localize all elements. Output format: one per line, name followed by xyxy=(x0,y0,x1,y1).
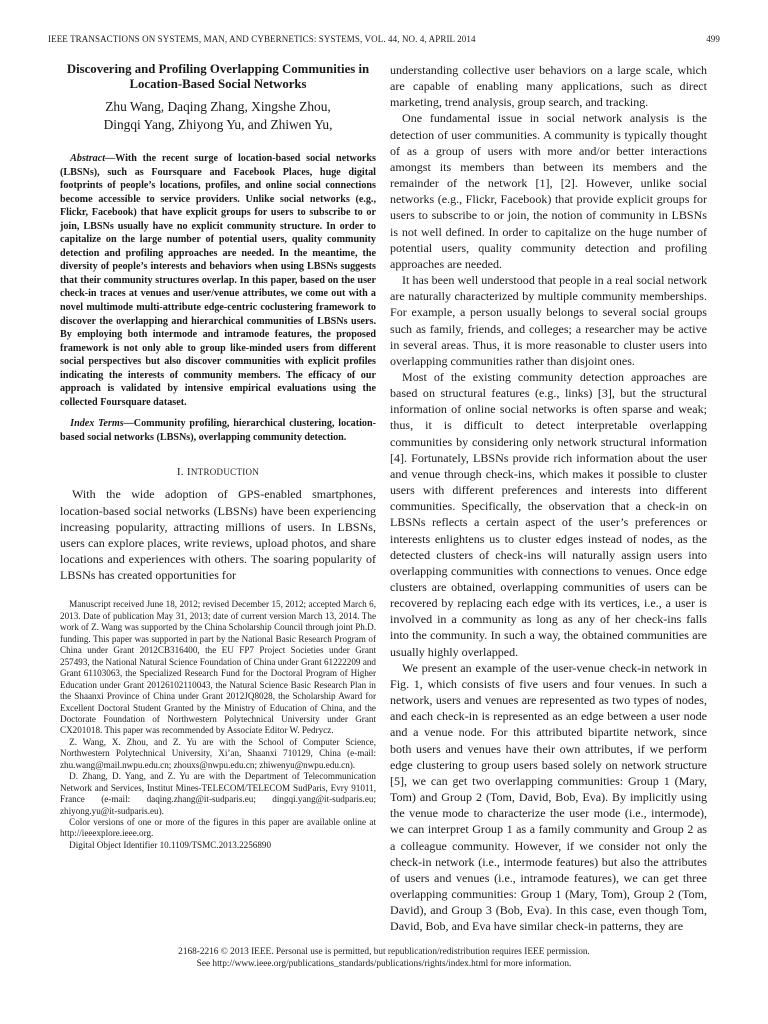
journal-name: IEEE TRANSACTIONS ON SYSTEMS, MAN, AND CYBERNETICS: SYSTEMS, VOL. 44, NO. 4, APRIL 2014 xyxy=(48,34,476,44)
paragraph-continued: understanding collective user behaviors on a large scale, which are capable of enabling many applications, such as direct marketing, trend analysis, group search, and tracking. xyxy=(390,63,707,110)
footnote-affiliation-2: D. Zhang, D. Yang, and Z. Yu are with the Department of Telecommunication Network and Services, Institut Mines-TELECOM/TELECOM SudParis, Evry 91011, France (e-mail: daqing.zhang@it-sudparis.eu; dingqi.yang@it-sudparis.eu; zhiyong.yu@it-sudparis.eu). xyxy=(60,771,376,816)
paragraph-existing-approaches: Most of the existing community detection approaches are based on structural features (e.g., links) [3], but the structural information of online social networks is often sparse and weak; thus, it is difficult to detect interpretable overlapping communities by considering only network structural information [4]. Fortunately, LBSNs provide rich information about the user and venue through check-ins, which makes it possible to cluster users with different preferences and interests into different communities. Specifically, the observation that a check-in on LBSNs reflects a certain aspect of the user’s preferences or interests enlightens us to cluster edges instead of nodes, as the detected clusters of check-ins will naturally assign users into overlapping communities with connections to venues. Once edge clusters are obtained, overlapping communities of users can be recovered by replacing each edge with its vertices, i.e., a user is involved in a community as long as any of her check-ins falls into the community. In such a way, the obtained communities are usually highly overlapped. xyxy=(390,369,707,659)
right-column xyxy=(390,62,707,934)
left-column xyxy=(60,62,376,851)
copyright-line-2: See http://www.ieee.org/publications_standards/publications/rights/index.html for more information. xyxy=(196,959,572,969)
footnote-color-versions: Color versions of one or more of the figures in this paper are available online at http://ieeexplore.ieee.org. xyxy=(60,817,376,839)
abstract xyxy=(60,152,376,409)
abstract-label: Abstract xyxy=(70,153,106,164)
paper-title: Discovering and Profiling Overlapping Communities in Location-Based Social Networks xyxy=(66,62,370,91)
authors-line-2: Dingqi Yang, Zhiyong Yu, and Zhiwen Yu, xyxy=(103,117,333,132)
intro-paragraph: With the wide adoption of GPS-enabled smartphones, location-based social networks (LBSNs) have been experiencing increasing popularity, attracting millions of users. In LBSNs, users can explore places, write reviews, upload photos, and share locations and experiences with others. The soaring popularity of LBSNs has created opportunities for xyxy=(60,487,376,583)
section-heading-introduction xyxy=(60,466,376,478)
paragraph-example: We present an example of the user-venue check-in network in Fig. 1, which consists of five users and four venues. In such a network, users and venues are represented as two types of nodes, and each check-in is represented as an edge between a user node and a venue node. For this attributed bipartite network, since both users and venues have their own attributes, if we perform edge clustering to group users based solely on network structure [5], we can get two overlapping communities: Group 1 (Mary, Tom) and Group 2 (Tom, David, Bob, Eva). By implicitly using the venue mode to characterize the user mode (i.e., intermode), we can interpret Group 1 as a family community and Group 2 as a colleague community. However, if we consider not only the check-in network (i.e., intermode features) but also the attributes of users and venues (i.e., intramode features), we can get three overlapping communities: Group 1 (Mary, Tom), Group 2 (Tom, David), and Group 3 (Bob, Eva). In this case, even though Tom, David, Bob, and Eva have similar check-in patterns, they are xyxy=(390,660,707,934)
abstract-text: —With the recent surge of location-based social networks (LBSNs), such as Foursquare and Facebook Places, huge digital footprints of people’s locations, profiles, and online social connections become accessible to service providers. Unlike social networks (e.g., Flickr, Facebook) that have explicit groups for users to subscribe to or join, LBSNs usually have no explicit community structure. In order to capitalize on the large number of potential users, quality community detection and profiling approaches are needed. In the meantime, the diversity of people’s interests and behaviors when using LBSNs suggests that their community structures overlap. In this paper, based on the user check-in traces at venues and user/venue attributes, we come out with a novel multimode multi-attribute edge-centric coclustering framework to discover the overlapping and hierarchical communities of LBSNs users. By employing both intermode and intramode features, the proposed framework is not only able to group like-minded users from different social perspectives but also discover communities with explicit profiles indicating the interests of community members. The efficacy of our approach is validated by intensive empirical evaluations using the collected Foursquare dataset. xyxy=(60,153,376,408)
author-list xyxy=(60,98,376,134)
footnotes xyxy=(60,599,376,851)
footnote-manuscript: Manuscript received June 18, 2012; revised December 15, 2012; accepted March 6, 2013. Date of publication May 31, 2013; date of current version March 13, 2014. The work of Z. Wang was supported by the China Scholarship Council through joint Ph.D. funding. This paper was supported in part by the National Basic Research Program of China under Grant 2012CB316400, the EU FP7 Project Societies under Grant 257493, the National Natural Science Foundation of China under Grant 61222209 and Grant 61103063, the Specialized Research Fund for the Doctoral Program of Higher Education under Grant 20126102110043, the Natural Science Basic Research Plan in the Shaanxi Province of China under Grant 2012JQ8028, the Scholarship Award for Excellent Doctoral Student Granted by the Ministry of Education of China, and the Doctorate Foundation of Northwestern Polytechnical University under Grant CX201018. This paper was recommended by Associate Editor W. Pedrycz. xyxy=(60,599,376,736)
footnote-affiliation-1: Z. Wang, X. Zhou, and Z. Yu are with the School of Computer Science, Northwestern Polytechnical University, Xi’an, Shaanxi 710129, China (e-mail: zhu.wang@mail.nwpu.edu.cn; zhouxs@nwpu.edu.cn; zhiwenyu@nwpu.edu.cn). xyxy=(60,736,376,770)
copyright-footer xyxy=(60,946,708,970)
copyright-line-1: 2168-2216 © 2013 IEEE. Personal use is permitted, but republication/redistribution requires IEEE permission. xyxy=(178,947,590,957)
running-header xyxy=(48,34,720,46)
authors-line-1: Zhu Wang, Daqing Zhang, Xingshe Zhou, xyxy=(105,99,331,114)
index-terms-label: Index Terms xyxy=(70,418,124,430)
section-numeral: I. I xyxy=(176,466,191,479)
paragraph-overlapping: It has been well understood that people in a real social network are naturally characterized by multiple community memberships. For example, a person usually belongs to several social groups such as family, friends, and colleges; a researcher may be active in several areas. Thus, it is more reasonable to cluster users into overlapping communities rather than disjoint ones. xyxy=(390,273,707,368)
index-terms-text: —Community profiling, hierarchical clustering, location-based social networks (LBSNs), overlapping community detection. xyxy=(60,418,376,443)
footnote-doi: Digital Object Identifier 10.1109/TSMC.2013.2256890 xyxy=(69,839,272,850)
paragraph-community-detection: One fundamental issue in social network analysis is the detection of user communities. A community is typically thought of as a group of users with more and/or better interactions amongst its members than between its members and the remainder of the network [1], [2]. However, unlike social networks (e.g., Flickr, Facebook) that provide explicit groups for users to subscribe to or join, the notion of community in LBSNs is not well defined. In order to capitalize on the huge number of potential users, quality community detection and profiling approaches are needed. xyxy=(390,111,707,271)
index-terms xyxy=(60,417,376,444)
page-number: 499 xyxy=(706,34,720,44)
section-name-rest: NTRODUCTION xyxy=(190,467,260,478)
